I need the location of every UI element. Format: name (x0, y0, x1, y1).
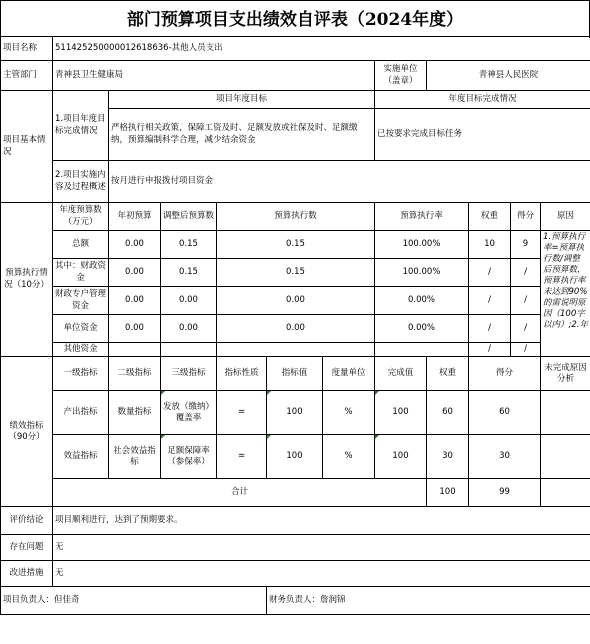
impl-unit-label: 实施单位（盖章） (375, 61, 427, 91)
budget-executed (217, 343, 375, 357)
evaluation-table (0, 36, 590, 615)
measures-label: 改进措施 (1, 561, 53, 587)
done-header: 年度目标完成情况 (375, 91, 590, 109)
budget-executed: 0.15 (217, 231, 375, 259)
perf-nature: = (217, 391, 267, 435)
total-weight: 100 (427, 479, 469, 507)
budget-initial (109, 343, 161, 357)
perf-header: 完成值 (375, 357, 427, 391)
budget-header: 年度预算数（万元） (53, 203, 109, 231)
measures-row (1, 561, 590, 587)
perf-unit: % (323, 435, 375, 479)
total-label: 合计 (53, 479, 427, 507)
impl-label: 2.项目实施内容及过程概述 (53, 161, 109, 203)
budget-header: 权重 (469, 203, 511, 231)
perf-weight: 30 (427, 435, 469, 479)
budget-row (1, 287, 590, 315)
perf-label: 绩效指标（90分） (1, 357, 53, 507)
perf-header: 一级指标 (53, 357, 109, 391)
budget-weight: / (469, 287, 511, 315)
budget-header: 预算执行数 (217, 203, 375, 231)
budget-row-name: 单位资金 (53, 315, 109, 343)
perf-l2: 社会效益指标 (109, 435, 161, 479)
budget-row-name: 财政专户管理资金 (53, 287, 109, 315)
budget-weight: 10 (469, 231, 511, 259)
budget-executed: 0.00 (217, 315, 375, 343)
total-score: 99 (469, 479, 541, 507)
budget-initial: 0.00 (109, 231, 161, 259)
impl-unit-value: 青神县人民医院 (427, 61, 590, 91)
total-reason (541, 479, 590, 507)
goal-header: 项目年度目标 (109, 91, 375, 109)
perf-done: 100 (375, 435, 427, 479)
budget-score: / (511, 287, 541, 315)
department-label: 主管部门 (1, 61, 53, 91)
budget-adjusted: 0.00 (161, 287, 217, 315)
perf-reason (541, 435, 590, 479)
perf-header: 指标值 (267, 357, 323, 391)
budget-header: 得分 (511, 203, 541, 231)
perf-header: 度量单位 (323, 357, 375, 391)
impl-text: 按月进行申报拨付项目资金 (109, 161, 590, 203)
perf-l3: 足额保障率（参保率） (161, 435, 217, 479)
perf-l2: 数量指标 (109, 391, 161, 435)
perf-row (1, 391, 590, 435)
budget-executed: 0.00 (217, 287, 375, 315)
project-name-label: 项目名称 (1, 37, 53, 61)
budget-rate: 100.00% (375, 259, 469, 287)
budget-row (1, 259, 590, 287)
perf-header: 得分 (469, 357, 541, 391)
budget-reason: 1.预算执行率=预算执行数/调整后预算数，预算执行率未达到90%的需说明原因（100字以内）;2.年 (541, 231, 590, 357)
perf-unit: % (323, 391, 375, 435)
budget-row-name: 其他资金 (53, 343, 109, 357)
budget-score: / (511, 259, 541, 287)
budget-initial: 0.00 (109, 259, 161, 287)
perf-total-row (1, 479, 590, 507)
budget-initial: 0.00 (109, 315, 161, 343)
footer-row (1, 587, 590, 615)
budget-executed: 0.15 (217, 259, 375, 287)
budget-header-row (1, 203, 590, 231)
budget-adjusted: 0.15 (161, 259, 217, 287)
budget-header: 年初预算 (109, 203, 161, 231)
department-value: 青神县卫生健康局 (53, 61, 375, 91)
budget-row-name: 其中：财政资金 (53, 259, 109, 287)
budget-adjusted: 0.00 (161, 315, 217, 343)
budget-weight: / (469, 315, 511, 343)
perf-header: 三级指标 (161, 357, 217, 391)
budget-adjusted: 0.15 (161, 231, 217, 259)
budget-score: / (511, 343, 541, 357)
basic-label: 项目基本情况 (1, 91, 53, 203)
project-name-row (1, 37, 590, 61)
perf-nature: = (217, 435, 267, 479)
budget-header: 预算执行率 (375, 203, 469, 231)
department-row (1, 61, 590, 91)
page-title: 部门预算项目支出绩效自评表（2024年度） (0, 0, 590, 38)
finance-lead: 财务负责人：詹润锦 (267, 587, 590, 615)
perf-header-row (1, 357, 590, 391)
perf-l3: 发放（缴纳）覆盖率 (161, 391, 217, 435)
done-text: 已按要求完成目标任务 (375, 109, 590, 161)
goal-text: 严格执行相关政策，保障工资及时、足额发放或社保及时、足额缴纳，预算编制科学合理，减少结余资金 (109, 109, 375, 161)
goal-label: 1.项目年度目标完成情况 (53, 91, 109, 161)
perf-reason (541, 391, 590, 435)
perf-header: 权重 (427, 357, 469, 391)
perf-header: 未完成原因分析 (541, 357, 590, 391)
measures-value: 无 (53, 561, 590, 587)
budget-rate (375, 343, 469, 357)
perf-l1: 产出指标 (53, 391, 109, 435)
perf-header: 指标性质 (217, 357, 267, 391)
budget-header: 调整后预算数 (161, 203, 217, 231)
project-lead: 项目负责人：但佳奇 (1, 587, 267, 615)
perf-value: 100 (267, 391, 323, 435)
conclusion-row (1, 507, 590, 535)
issues-label: 存在问题 (1, 535, 53, 561)
issues-row (1, 535, 590, 561)
perf-row (1, 435, 590, 479)
perf-weight: 60 (427, 391, 469, 435)
perf-done: 100 (375, 391, 427, 435)
budget-initial: 0.00 (109, 287, 161, 315)
budget-weight: / (469, 343, 511, 357)
budget-rate: 0.00% (375, 315, 469, 343)
budget-header: 原因 (541, 203, 590, 231)
budget-score: 9 (511, 231, 541, 259)
budget-rate: 0.00% (375, 287, 469, 315)
perf-value: 100 (267, 435, 323, 479)
perf-score: 30 (469, 435, 541, 479)
budget-label: 预算执行情况（10分） (1, 203, 53, 357)
budget-rate: 100.00% (375, 231, 469, 259)
conclusion-label: 评价结论 (1, 507, 53, 535)
budget-row (1, 315, 590, 343)
conclusion-value: 项目顺利进行，达到了预期要求。 (53, 507, 590, 535)
basic-header-row (1, 91, 590, 109)
perf-l1: 效益指标 (53, 435, 109, 479)
budget-row-name: 总额 (53, 231, 109, 259)
budget-row (1, 343, 590, 357)
perf-header: 二级指标 (109, 357, 161, 391)
budget-row (1, 231, 590, 259)
budget-weight: / (469, 259, 511, 287)
project-name-value: 511425250000012618636-其他人员支出 (53, 37, 590, 61)
budget-score: / (511, 315, 541, 343)
perf-score: 60 (469, 391, 541, 435)
budget-adjusted (161, 343, 217, 357)
basic-impl-row (1, 161, 590, 203)
issues-value: 无 (53, 535, 590, 561)
